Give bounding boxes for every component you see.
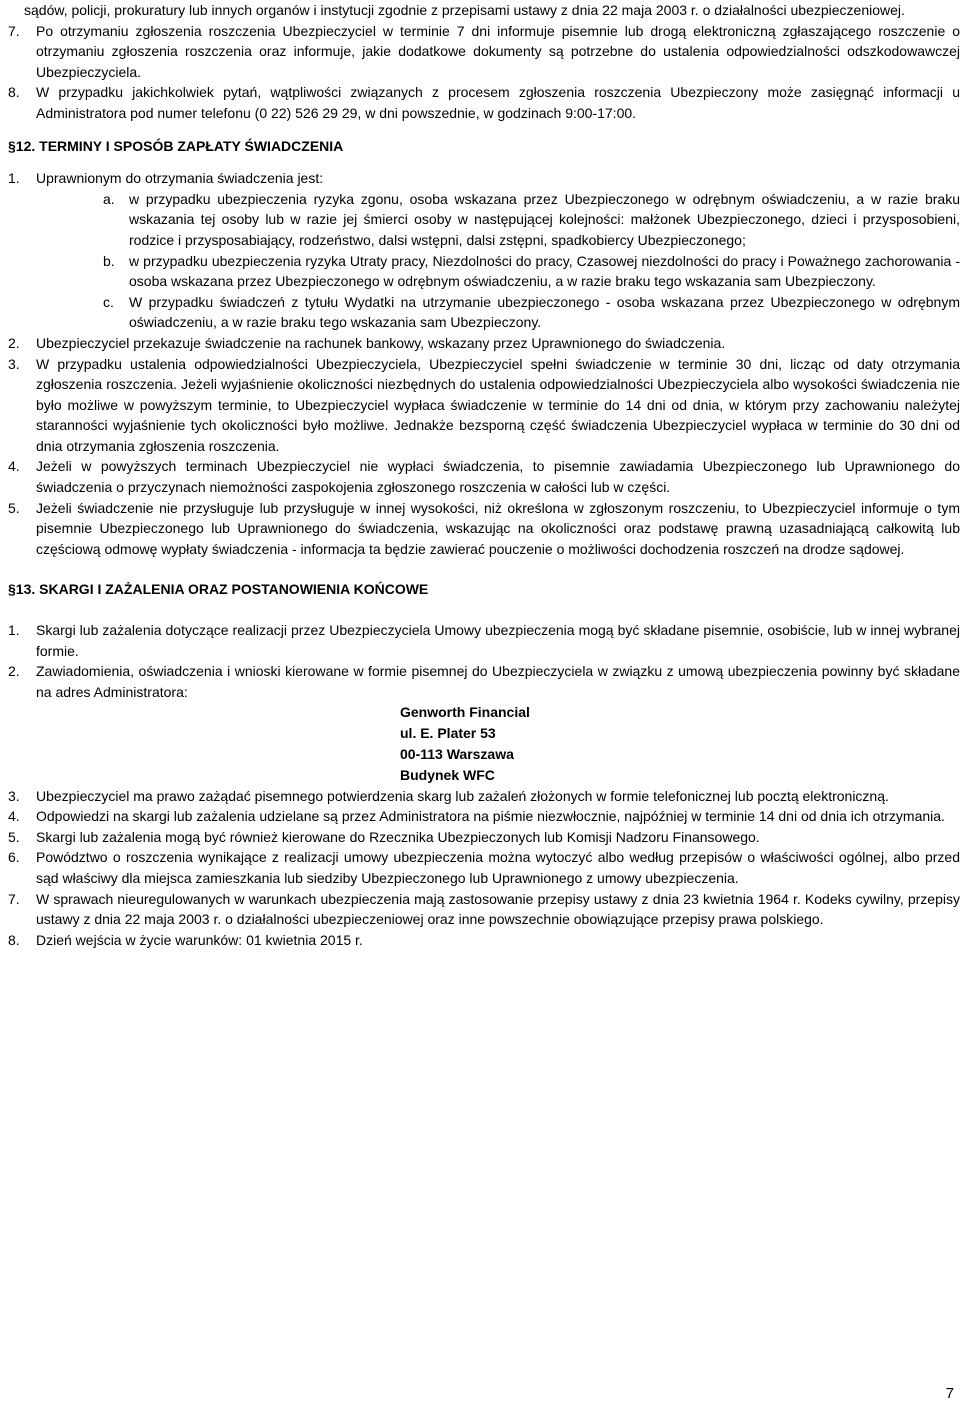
item-number: 2. (8, 663, 20, 680)
page-number: 7 (945, 1385, 954, 1402)
item-number: 1. (8, 622, 20, 639)
page-content (8, 0, 960, 950)
item-number: 4. (8, 808, 20, 825)
sub-item-letter: b. (103, 252, 115, 269)
item-text: Skargi lub zażalenia mogą być również kierowane do Rzecznika Ubezpieczonych lub Komisji Nadzoru Finansowego. (36, 828, 760, 845)
item-text: W przypadku jakichkolwiek pytań, wątpliwości związanych z procesem zgłoszenia roszczenia Ubezpieczony może zasięgnąć informacji u Administratora pod numer telefonu (0 22) 526 29 29, w dni powszednie, w godzinach 9:00-17:00. (36, 84, 960, 121)
item-number: 8. (8, 84, 20, 101)
sub-list-item (8, 189, 960, 251)
sub-item-text: w przypadku ubezpieczenia ryzyka zgonu, osoba wskazana przez Ubezpieczonego w odrębnym oświadczeniu, a w razie braku wskazania tej osoby lub w razie jej śmierci osoby w następującej kolejności: małżonek Ubezpieczonego, dzieci i przysposobieni, rodzice i przysposabiający, rodzeństwo, dalsi wstępni, dalsi zstępni, spadkobiercy Ubezpieczonego; (129, 190, 960, 248)
item-number: 2. (8, 334, 20, 351)
list-item (8, 847, 960, 888)
item-number: 3. (8, 355, 20, 372)
list-item (8, 168, 960, 189)
item-number: 1. (8, 170, 20, 187)
list-item (8, 930, 960, 951)
item-text: W przypadku ustalenia odpowiedzialności Ubezpieczyciela, Ubezpieczyciel spełni świadczenie w terminie 30 dni, licząc od daty otrzymania zgłoszenia roszczenia. Jeżeli wyjaśnienie okoliczności niezbędnych do ustalenia odpowiedzialności Ubezpieczyciela albo wysokości świadczenia nie było możliwe w powyższym terminie, to Ubezpieczyciel wypłaca świadczenie w terminie do 14 dni od dnia, w którym przy zachowaniu należytej staranności wyjaśnienie tych okoliczności było możliwe. Jednakże bezsporną część świadczenia Ubezpieczyciel wypłaca w terminie do 30 dni od dnia otrzymania zgłoszenia roszczenia. (36, 355, 960, 454)
item-number: 5. (8, 499, 20, 516)
item-text: Ubezpieczyciel przekazuje świadczenie na rachunek bankowy, wskazany przez Uprawnionego do świadczenia. (36, 334, 726, 351)
address-building: Budynek WFC (400, 766, 495, 783)
continued-paragraph: sądów, policji, prokuratury lub innych organów i instytucji zgodnie z przepisami ustawy z dnia 22 maja 2003 r. o działalności ubezpieczeniowej. (24, 2, 905, 18)
sub-list-item (8, 251, 960, 292)
list-item (8, 82, 960, 123)
item-text: Jeżeli świadczenie nie przysługuje lub przysługuje w innej wysokości, niż określona w zgłoszonym roszczeniu, to Ubezpieczyciel informuje o tym pisemnie Ubezpieczonego lub Uprawnionego do świadczenia, wskazując na okoliczności oraz podstawę prawną uzasadniającą całkowitą lub częściową odmowę wypłaty świadczenia - informacja ta będzie zawierać pouczenie o możliwości dochodzenia roszczeń na drodze sądowej. (36, 499, 960, 557)
item-text: Po otrzymaniu zgłoszenia roszczenia Ubezpieczyciel w terminie 7 dni informuje pisemnie lub drogą elektroniczną zgłaszającego roszczenie o otrzymaniu zgłoszenia roszczenia oraz informuje, jakie dodatkowe dokumenty są potrzebne do ustalenia odpowiedzialności odszkodowawczej Ubezpieczyciela. (36, 22, 960, 80)
section-heading: §12. TERMINY I SPOSÓB ZAPŁATY ŚWIADCZENIA (8, 137, 344, 154)
item-text: W sprawach nieuregulowanych w warunkach ubezpieczenia mają zastosowanie przepisy ustawy z dnia 23 kwietnia 1964 r. Kodeks cywilny, przepisy ustawy z dnia 22 maja 2003 r. o działalności ubezpieczeniowej oraz inne powszechnie obowiązujące przepisy prawa polskiego. (36, 890, 960, 928)
sub-item-letter: c. (103, 293, 114, 310)
item-text: Skargi lub zażalenia dotyczące realizacji przez Ubezpieczyciela Umowy ubezpieczenia mogą być składane pisemnie, osobiście, lub w innej wybranej formie. (36, 622, 960, 659)
sub-item-text: w przypadku ubezpieczenia ryzyka Utraty pracy, Niezdolności do pracy, Czasowej niezdolności do pracy i Poważnego zachorowania - osoba wskazana przez Ubezpieczonego w odrębnym oświadczeniu, a w razie braku tego wskazania sam Ubezpieczony. (129, 252, 960, 290)
item-text: Odpowiedzi na skargi lub zażalenia udzielane są przez Administratora na piśmie niezwłocznie, najpóźniej w terminie 14 dni od dnia ich otrzymania. (36, 808, 945, 825)
item-text: Dzień wejścia w życie warunków: 01 kwietnia 2015 r. (36, 931, 363, 948)
sub-list-item (8, 292, 960, 333)
sub-item-text: W przypadku świadczeń z tytułu Wydatki na utrzymanie ubezpieczonego - osoba wskazana przez Ubezpieczonego w odrębnym oświadczeniu, a w razie braku tego wskazania sam Ubezpieczony. (129, 293, 960, 331)
item-number: 7. (8, 22, 20, 39)
address-company: Genworth Financial (400, 704, 530, 721)
list-item (8, 786, 960, 807)
list-item (8, 333, 960, 354)
item-number: 5. (8, 828, 20, 845)
address-city: 00-113 Warszawa (400, 746, 514, 762)
list-item (8, 661, 960, 702)
list-item (8, 620, 960, 661)
item-number: 7. (8, 890, 20, 907)
address-street: ul. E. Plater 53 (400, 725, 496, 742)
item-text: Powództwo o roszczenia wynikające z realizacji umowy ubezpieczenia można wytoczyć albo według przepisów o właściwości ogólnej, albo przed sąd właściwy dla miejsca zamieszkania lub siedziby Ubezpieczonego lub Uprawnionego z umowy ubezpieczenia. (36, 849, 960, 886)
list-item (8, 889, 960, 930)
section-heading: §13. SKARGI I ZAŻALENIA ORAZ POSTANOWIENIA KOŃCOWE (8, 581, 429, 598)
item-number: 4. (8, 458, 20, 475)
list-item (8, 354, 960, 457)
list-item (8, 21, 960, 83)
administrator-address (8, 702, 960, 785)
item-text: Zawiadomienia, oświadczenia i wnioski kierowane w formie pisemnej do Ubezpieczyciela w związku z umową ubezpieczenia powinny być składane na adres Administratora: (36, 663, 960, 700)
item-text: Ubezpieczyciel ma prawo zażądać pisemnego potwierdzenia skarg lub zażaleń złożonych w formie telefonicznej lub pocztą elektroniczną. (36, 787, 889, 804)
item-text: Uprawnionym do otrzymania świadczenia jest: (36, 170, 324, 187)
item-number: 3. (8, 787, 20, 804)
item-number: 8. (8, 931, 20, 948)
list-item (8, 806, 960, 827)
list-item (8, 456, 960, 497)
list-item (8, 498, 960, 560)
item-text: Jeżeli w powyższych terminach Ubezpieczyciel nie wypłaci świadczenia, to pisemnie zawiadamia Ubezpieczonego lub Uprawnionego do świadczenia o przyczynach niemożności zaspokojenia zgłoszonego roszczenia w całości lub w części. (36, 458, 960, 496)
item-number: 6. (8, 849, 20, 866)
list-item (8, 827, 960, 848)
sub-item-letter: a. (103, 190, 115, 207)
